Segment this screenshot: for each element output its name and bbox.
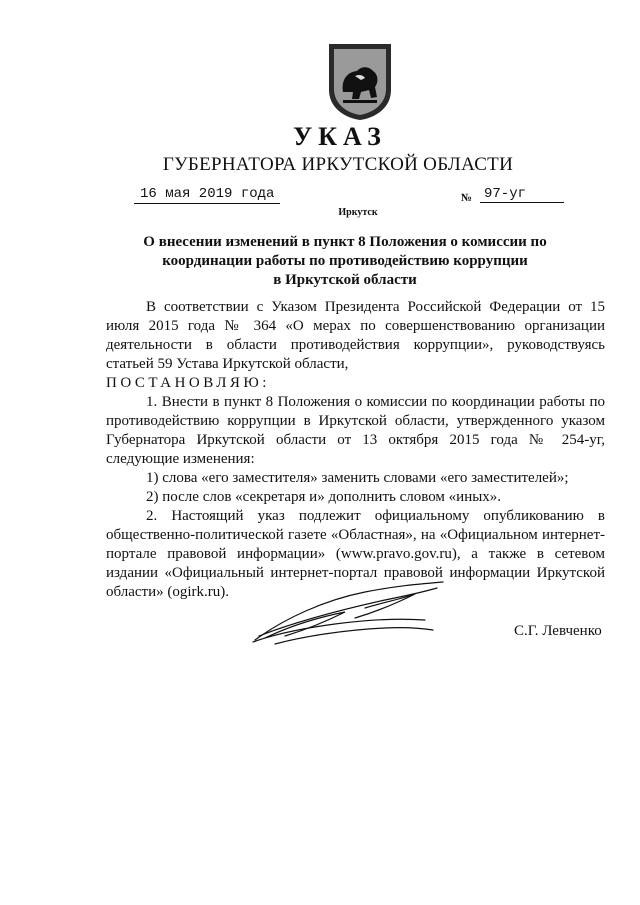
heading-line: в Иркутской области	[273, 272, 417, 288]
document-city: Иркутск	[338, 207, 378, 218]
coat-of-arms-emblem	[325, 40, 395, 122]
number-label: №	[461, 192, 473, 204]
item-1-subitem-2: 2) после слов «секретаря и» дополнить словом «иных».	[146, 489, 502, 505]
heading-line: О внесении изменений в пункт 8 Положения о комиссии по	[143, 234, 547, 250]
document-date: 16 мая 2019 года	[134, 186, 280, 204]
document-number: 97-уг	[480, 186, 564, 203]
decree-word: ПОСТАНОВЛЯЮ:	[106, 375, 270, 391]
item-1-subitem-1: 1) слова «его заместителя» заменить словами «его заместителей»;	[146, 470, 569, 486]
item-2-paragraph: 2. Настоящий указ подлежит официальному опубликованию в общественно-политической газете «Областная», на «Официальном интернет-портале правовой информации» (www.pravo.gov.ru), а также в сетевом издании «Официальный интернет-портал правовой информации Иркутской области» (ogirk.ru).	[106, 508, 605, 600]
preamble-paragraph: В соответствии с Указом Президента Российской Федерации от 15 июля 2015 года № 364 «О мерах по совершенствованию организации деятельности в области противодействия коррупции», руководствуясь статьей 59 Устава Иркутской области,	[106, 299, 605, 372]
document-body	[106, 298, 605, 602]
document-subtitle: ГУБЕРНАТОРА ИРКУТСКОЙ ОБЛАСТИ	[162, 154, 514, 175]
heading-line: координации работы по противодействию коррупции	[162, 253, 528, 269]
document-title: УКАЗ	[293, 122, 387, 151]
signer-name: С.Г. Левченко	[514, 623, 602, 639]
handwritten-signature	[245, 578, 450, 648]
document-heading	[130, 233, 560, 290]
item-1-paragraph: 1. Внести в пункт 8 Положения о комиссии по координации работы по противодействию коррупции в Иркутской области, утвержденного указом Губернатора Иркутской области от 13 октября 2015 года № 254-уг, следующие изменения:	[106, 394, 605, 467]
